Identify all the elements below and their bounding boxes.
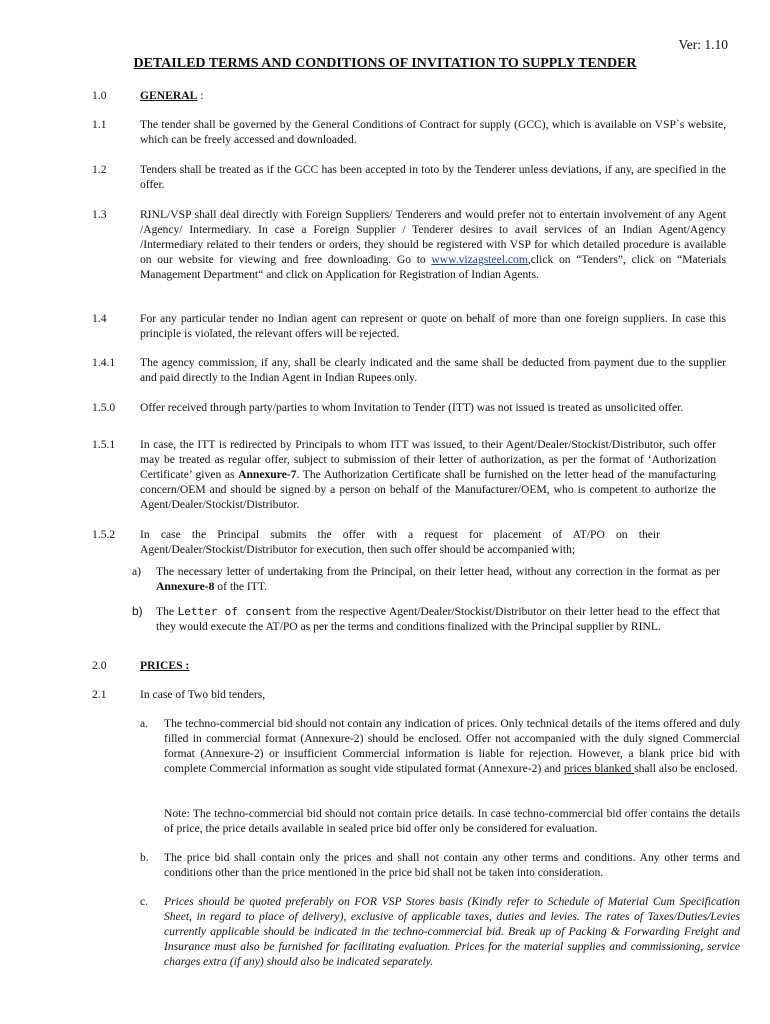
- item-text: Prices should be quoted preferably on FOR VSP Stores basis (Kindly refer to Schedule of Material Cum Specification Sheet, in regard to place of delivery), exclusive of applicable taxes, duties and levies. The rates of Taxes/Duties/Levies currently applicable should be indicated in the techno-commercial bid. Break up of Packing & Forwarding Freight and Insurance must also be furnished for facilitating evaluation. Prices for the material supplies and commissioning, service charges extra (if any) should also be indicated separately.: [164, 895, 740, 968]
- clause-text: For any particular tender no Indian agent can represent or quote on behalf of more than one foreign suppliers. In case this principle is violated, the relevant offers will be rejected.: [140, 312, 726, 340]
- clause-number: 1.5.1: [92, 438, 116, 451]
- website-link[interactable]: www.vizagsteel.com: [431, 253, 528, 266]
- clause-number: 2.1: [92, 688, 107, 701]
- clause-number: 1.5.0: [92, 401, 116, 414]
- item-label: a): [132, 565, 142, 578]
- item-label: a.: [140, 717, 149, 730]
- clause-number: 1.4: [92, 312, 107, 325]
- item-label: c.: [140, 895, 149, 908]
- section-heading-prices: PRICES :: [140, 659, 190, 672]
- item-text: The Letter of consent from the respective Agent/Dealer/Stockist/Distributor on their letter head to the effect that they would execute the AT/PO as per the terms and conditions finalized with the Principal supplier by RINL.: [156, 605, 720, 633]
- clause-number: 1.3: [92, 208, 107, 221]
- clause-text: The agency commission, if any, shall be clearly indicated and the same shall be deducted from payment due to the supplier and paid directly to the Indian Agent in Indian Rupees only.: [140, 356, 726, 384]
- section-heading-general: GENERAL :: [140, 89, 204, 102]
- version-label: Ver: 1.10: [678, 37, 728, 52]
- document-title: DETAILED TERMS AND CONDITIONS OF INVITATION TO SUPPLY TENDER: [133, 56, 637, 71]
- item-text: The price bid shall contain only the prices and shall not contain any other terms and conditions. Any other terms and conditions other than the price mentioned in the price bid shall not be taken into consideration.: [164, 851, 740, 879]
- clause-text: In case of Two bid tenders,: [140, 688, 266, 701]
- clause-text: Offer received through party/parties to whom Invitation to Tender (ITT) was not issued is treated as unsolicited offer.: [140, 401, 684, 414]
- item-text: The techno-commercial bid should not contain any indication of prices. Only technical details of the items offered and duly filled in commercial format (Annexure-2) should be enclosed. Offer not accompanied with the duly signed Commercial format (Annexure-2) or insufficient Commercial information is liable for rejection. However, a blank price bid with complete Commercial information as sought vide stipulated format (Annexure-2) and prices blanked shall also be enclosed.: [164, 717, 740, 775]
- clause-text: RINL/VSP shall deal directly with Foreign Suppliers/ Tenderers and would prefer not to entertain involvement of any Agent /Agency/ Intermediary. In case a Foreign Supplier / Tenderer desires to avail services of an Indian Agent/Agency /Intermediary related to their tenders or orders, they should be registered with VSP for which detailed procedure is available on our website for viewing and free downloading. Go to www.vizagsteel.com,click on “Tenders”, click on “Materials Management Department“ and click on Application for Registration of Indian Agents.: [140, 208, 726, 281]
- clause-text: The tender shall be governed by the General Conditions of Contract for supply (GCC), which is available on VSP`s website, which can be freely accessed and downloaded.: [140, 118, 726, 146]
- section-number: 2.0: [92, 659, 107, 672]
- item-label: b): [132, 604, 143, 618]
- section-number: 1.0: [92, 89, 107, 102]
- clause-number: 1.2: [92, 163, 107, 176]
- clause-number: 1.5.2: [92, 528, 116, 541]
- item-text: The necessary letter of undertaking from the Principal, on their letter head, without any correction in the format as per Annexure-8 of the ITT.: [156, 565, 720, 593]
- clause-number: 1.1: [92, 118, 107, 131]
- clause-text: In case, the ITT is redirected by Principals to whom ITT was issued, to their Agent/Dealer/Stockist/Distributor, such offer may be treated as regular offer, subject to submission of their letter of authorization, as per the format of ‘Authorization Certificate’ given as Annexure-7. The Authorization Certificate shall be furnished on the letter head of the manufacturing concern/OEM and should be signed by a person on behalf of the Manufacturer/OEM, who is competent to authorize the Agent/Dealer/Stockist/Distributor.: [140, 438, 716, 511]
- clause-text: Tenders shall be treated as if the GCC has been accepted in toto by the Tenderer unless deviations, if any, are specified in the offer.: [140, 163, 726, 191]
- item-label: b.: [140, 851, 149, 864]
- note-text: Note: The techno-commercial bid should not contain price details. In case techno-commercial bid offer contains the details of price, the price details available in sealed price bid offer only be considered for evaluation.: [164, 807, 740, 835]
- clause-text: In case the Principal submits the offer with a request for placement of AT/PO on their Agent/Dealer/Stockist/Distributor for execution, then such offer should be accompanied with;: [140, 528, 660, 556]
- clause-number: 1.4.1: [92, 356, 116, 369]
